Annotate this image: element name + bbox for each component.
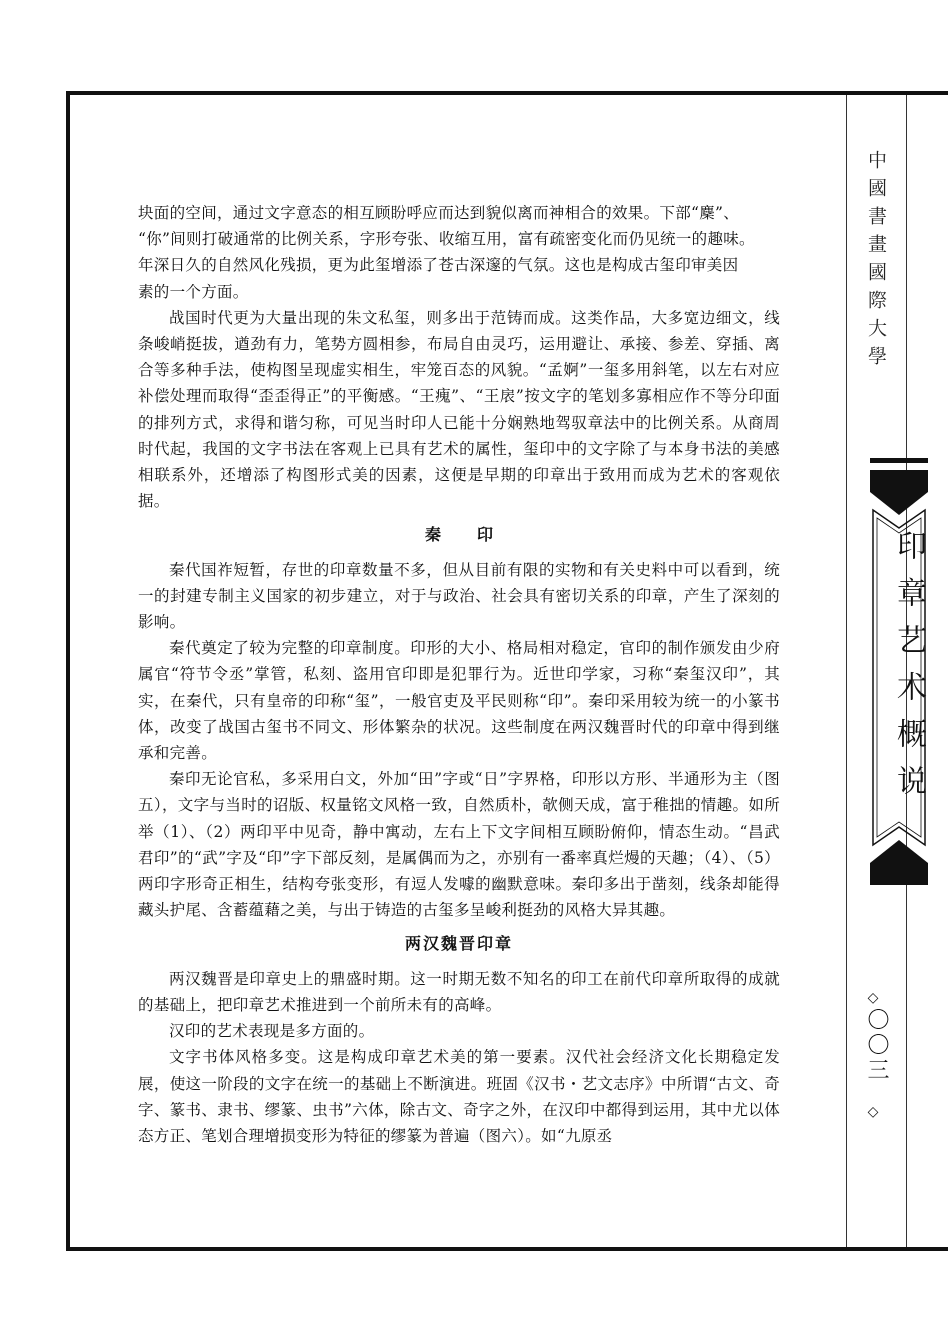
main-text [138,200,780,1149]
paragraph-han-art: 汉印的艺术表现是多方面的。 [169,1022,375,1041]
diamond-ornament-top: ◇ [867,990,879,1006]
paragraph-continued-line-3: 年深日久的自然风化残损，更为此玺增添了苍古深邃的气氛。这也是构成古玺印审美因 [138,256,739,275]
paragraph-han-intro: 两汉魏晋是印章史上的鼎盛时期。这一时期无数不知名的印工在前代印章所取得的成就的基础上，把印章艺术推进到一个前所未有的高峰。 [138,969,780,1014]
diamond-ornament-bottom: ◇ [867,1104,879,1120]
paragraph-han-script: 文字书体风格多变。这是构成印章艺术美的第一要素。汉代社会经济文化长期稳定发展，使这一阶段的文字在统一的基础上不断演进。班固《汉书・艺文志序》中所谓“古文、奇字、篆书、隶书、缪篆、虫书”六体，除古文、奇字之外，在汉印中都得到运用，其中尤以体态方正、笔划合理增损变形为特征的缪篆为普遍（图六）。如“九原丞 [138,1048,780,1145]
page-number: 〇〇三 [864,1008,889,1083]
paragraph-continued-line-2: “你”间则打破通常的比例关系，字形夸张、收缩互用，富有疏密变化而仍见统一的趣味。 [138,230,755,249]
school-name-vertical: 中國書畫國際大學 [865,150,887,374]
paragraph-continued-line-1: 块面的空间，通过文字意态的相互顾盼呼应而达到貌似离而神相合的效果。下部“麇”、 [138,204,740,222]
section-heading-han-wei-jin: 两汉魏晋印章 [404,934,513,954]
divider-line-outer [846,95,847,1247]
paragraph-continued-line-4: 素的一个方面。 [138,282,249,301]
paragraph-qin-system: 秦代奠定了较为完整的印章制度。印形的大小、格局相对稳定，官印的制作颁发由少府属官“符节令丞”掌管，私刻、盗用官印即是犯罪行为。近世印学家，习称“秦玺汉印”，其实，在秦代，只有皇帝的印称“玺”，一般官吏及平民则称“印”。秦印采用较为统一的小篆书体，改变了战国古玺书不同文、形体繁杂的状况。这些制度在两汉魏晋时代的印章中得到继承和完善。 [138,639,780,763]
banner-top-bar [870,458,928,463]
book-title-vertical: 印章艺术概说 [891,530,926,812]
paragraph-qin-style: 秦印无论官私，多采用白文，外加“田”字或“日”字界格，印形以方形、半通形为主（图五），文字与当时的诏版、权量铭文风格一致，自然质朴，欹侧天成，富于稚拙的情趣。如所举（1）、（2）两印平中见奇，静中寓动，左右上下文字间相互顾盼俯仰，情态生动。“昌武君印”的“武”字及“印”字下部反刻，是属偶而为之，亦别有一番率真烂熳的天趣；（4）、（5）两印字形奇正相生，结构夸张变形，有逗人发噱的幽默意味。秦印多出于凿刻，线条却能得藏头护尾、含蓄蕴藉之美，与出于铸造的古玺多呈峻利挺劲的风格大异其趣。 [138,770,780,920]
paragraph-qin-intro: 秦代国祚短暂，存世的印章数量不多，但从目前有限的实物和有关史料中可以看到，统一的封建专制主义国家的初步建立，对于与政治、社会具有密切关系的印章，产生了深刻的影响。 [138,560,780,632]
paragraph-warring-states: 战国时代更为大量出现的朱文私玺，则多出于范铸而成。这类作品，大多宽边细文，线条峻峭挺拔，遒劲有力，笔势方圆相参，布局自由灵巧，运用避让、承接、参差、穿插、离合等多种手法，使构图呈现虚实相生，牢笼百态的风貌。“孟婀”一玺多用斜笔，以左右对应补偿处理而取得“歪歪得正”的平衡感。“王瘣”、“王扆”按文字的笔划多寡相应作不等分印面的排列方式，求得和谐匀称，可见当时印人已能十分娴熟地驾驭章法中的比例关系。从商周时代起，我国的文字书法在客观上已具有艺术的属性，玺印中的文字除了与本身书法的美感相联系外，还增添了构图形式美的因素，这便是早期的印章出于致用而成为艺术的客观依据。 [138,308,780,511]
section-heading-qin: 秦印 [424,525,529,545]
